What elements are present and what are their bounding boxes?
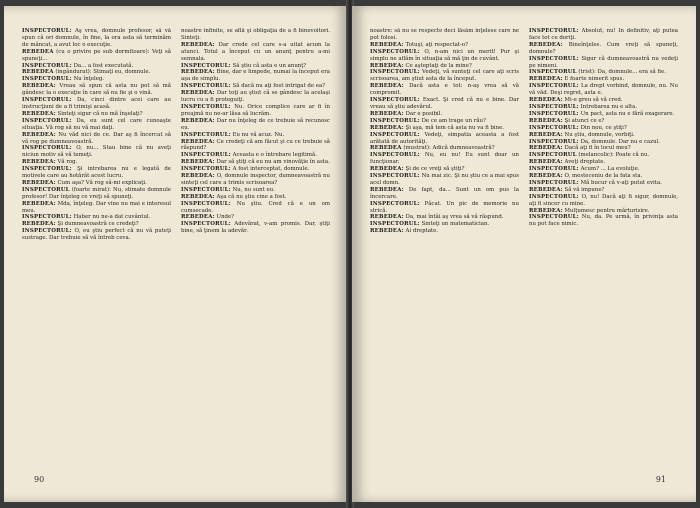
speaker-name: INSPECTORUL [529,69,577,76]
dialogue-line [22,49,171,63]
speaker-name: REBEDEA: [22,200,56,207]
dialogue-line [181,173,330,187]
left-page [4,6,348,502]
speaker-name: INSPECTORUL: [370,173,420,180]
dialogue-text: Unde? [216,214,235,221]
dialogue-text: Dar să ştiţi că eu nu am vinovăţie în asta. [216,159,330,166]
dialogue-line [370,201,519,215]
speaker-name: REBEDEA: [181,138,215,145]
dialogue-text: Dar e posibil. [405,110,443,117]
dialogue-line [181,90,330,104]
speaker-name: REBEDEA: [22,110,56,117]
dialogue-text: Aveţi dreptate. [564,159,606,166]
dialogue-text: Nu mai zic. Şi nu ştiu ce a mai spus acel domn. [370,173,519,186]
right-column-1 [370,28,519,462]
speaker-name: INSPECTORUL: [529,28,579,34]
dialogue-line [181,194,330,201]
speaker-name: INSPECTORUL: [529,110,579,117]
dialogue-text: Adevărat, v-am promis. Dar, ştiţi bine, să ţinem la adevăr. [181,221,330,235]
speaker-name: REBEDEA: [181,41,215,48]
speaker-name: INSPECTORUL: [529,83,579,90]
dialogue-text: Ai dreptate. [405,228,438,235]
dialogue-line [22,111,171,118]
speaker-name: INSPECTORUL: [529,124,579,131]
left-column-2 [181,28,330,462]
dialogue-text: Cum aşa? Vă rog să-mi explicaţi. [57,179,147,186]
dialogue-text: Nu, da. Pe urmă, în privinţa asta nu pot face nimic. [529,214,678,228]
dialogue-text: Bineînţeles. Cum vreţi să spuneţi, domnule? [529,41,678,55]
dialogue-text: Haber nu ne-a dat cuvântul. [73,214,151,221]
dialogue-text: Dacă asta e tot: n-aş vrea să vă compromit. [370,83,519,97]
dialogue-text: Da, eu sunt cel care cunoaşte situaţia. Vă rog să nu vă mai daţi. [22,117,171,131]
speaker-name: INSPECTORUL: [181,221,231,228]
dialogue-line [529,152,678,159]
dialogue-text: Nu, eu nu! Eu sunt doar un funcţionar. [370,152,519,166]
dialogue-line [22,201,171,215]
speaker-name: INSPECTORUL: [181,200,231,207]
dialogue-text: Mulţumesc pentru mărturisire. [564,207,650,214]
dialogue-text: (ingândurat): Stimaţi eu, domnule. [55,69,151,76]
dialogue-text: Şi dumneavoastră ce credeţi? [57,221,139,228]
speaker-name: INSPECTORUL: [181,152,231,159]
speaker-name: REBEDEA: [181,193,215,200]
speaker-name: INSPECTORUL: [529,138,579,145]
speaker-name: REBEDEA: [529,173,563,180]
dialogue-line [22,145,171,159]
dialogue-line [22,166,171,180]
speaker-name: INSPECTORUL: [22,76,72,83]
dialogue-line [529,187,678,194]
speaker-name: REBEDEA: [529,76,563,83]
dialogue-line [181,69,330,83]
speaker-name: REBEDEA: [181,173,215,180]
dialogue-line [529,83,678,97]
dialogue-line [529,56,678,70]
speaker-name: REBEDEA: [22,131,56,138]
dialogue-text: Nu înţeleg. [73,76,105,83]
dialogue-line [529,104,678,111]
dialogue-text: Mi-e greu să vă cred. [564,97,623,104]
dialogue-text: Ce credeţi că am făcut şi cu ce trebuie să răspund? [181,138,330,152]
speaker-name: REBEDEA: [370,83,404,90]
dialogue-text: (foarte mirat): Nu, stimate domnule profesor! Dar înţeleg ce vreţi să spuneţi. [22,186,171,200]
dialogue-text: noastre: să nu se respecte deci lăsăm inţelese care ne pot folosi. [370,28,519,41]
dialogue-line [370,228,519,235]
speaker-name: INSPECTORUL: [370,97,420,104]
dialogue-text: (trist): Da, domnule... era să fie. [578,69,666,76]
speaker-name: INSPECTORUL: [370,117,420,124]
dialogue-line [370,28,519,42]
dialogue-line [181,201,330,215]
dialogue-text: Vedeţi, vă sunteţi cel care aţi scris scrisoarea, am ştiut asta de la început. [370,69,519,83]
dialogue-line [370,166,519,173]
dialogue-line [181,166,330,173]
dialogue-text: Absolut, nu! În definitiv, aţi putea face tot ce doriţi. [529,28,678,41]
dialogue-text: Eu nu vă acuz. Nu. [232,131,285,138]
dialogue-line [22,28,171,49]
speaker-name: REBEDEA [22,69,54,76]
dialogue-text: Dar crede cel care s-a uitat acum la atunci. Totul a început cu un anunţ pentru a-mi semnala. [181,41,330,62]
dialogue-text: Nu, nu sunt eu. [232,186,275,193]
dialogue-text: Păcat. Un pic de memorie nu strică. [370,200,519,214]
dialogue-line [22,187,171,201]
speaker-name: REBEDEA: [529,159,563,166]
dialogue-text: Mda, înţeleg. Dar vine nu mai e interesul meu. [22,200,171,214]
speaker-name: INSPECTORUL: [22,28,72,34]
dialogue-line [529,76,678,83]
speaker-name: REBEDEA: [370,228,404,235]
dialogue-line [181,118,330,132]
left-column-1 [22,28,171,462]
speaker-name: REBEDEA: [529,207,563,214]
dialogue-text: Şi de ce vreţi să ştiţi? [405,166,465,173]
speaker-name: REBEDEA: [181,90,215,97]
speaker-name: REBEDEA: [22,179,56,186]
dialogue-text: De ce am trage un rău? [421,117,486,124]
speaker-name: REBEDEA [370,145,402,152]
dialogue-line [22,132,171,146]
speaker-name: INSPECTORUL: [181,166,231,173]
dialogue-text: Nu ştiu, domnule, vorbiţi. [564,131,635,138]
dialogue-text: Şi intrebarea nu e legată de motivele care au hotărât acest lucru. [22,166,171,180]
speaker-name: INSPECTORUL: [181,83,231,90]
dialogue-text: Totuşi, aţi respectat-o? [405,41,469,48]
speaker-name: REBEDEA: [529,145,563,152]
speaker-name: REBEDEA: [22,221,56,228]
right-page [352,6,696,502]
dialogue-text: Acum? ... La evoluţie. [580,166,640,173]
speaker-name: REBEDEA: [370,124,404,131]
dialogue-line [181,159,330,166]
dialogue-text: Aceasta e o întrebare legitimă. [232,152,317,159]
dialogue-line [181,104,330,118]
speaker-name: REBEDEA: [22,83,56,90]
dialogue-line [181,187,330,194]
dialogue-text: Vedeţi, simpatia aceasta a fost arătată de autorităţi. [370,131,519,145]
dialogue-line [181,42,330,63]
speaker-name: INSPECTORUL [22,186,70,193]
dialogue-line [529,159,678,166]
dialogue-text: O, domnule inspector, dumneavoastră nu sinteţi cel care a trimis scrisoarea? [181,173,330,186]
dialogue-line [370,173,519,187]
speaker-name: INSPECTORUL: [181,62,231,69]
dialogue-text: Dar nu înţeleg de ce trebuie să recunosc eu. [181,117,330,131]
right-column-2 [529,28,678,462]
dialogue-line [181,132,330,139]
dialogue-line [370,221,519,228]
dialogue-line [181,221,330,235]
dialogue-line [370,125,519,132]
speaker-name: REBEDEA: [181,159,215,166]
dialogue-text: De fapt, da... Sunt un om pus la încercare. [370,186,519,200]
dialogue-text: Vă rog. [57,159,78,166]
dialogue-line [370,69,519,83]
dialogue-line [529,97,678,104]
dialogue-line [370,118,519,125]
speaker-name: INSPECTORUL: [529,179,579,186]
speaker-name: REBEDEA: [529,186,563,193]
speaker-name: INSPECTORUL: [529,193,579,200]
dialogue-text: Dacă aţi fi în locul meu? [564,145,631,152]
dialogue-line [529,194,678,208]
speaker-name: REBEDEA: [370,110,404,117]
dialogue-line [529,69,678,76]
dialogue-line [529,28,678,42]
dialogue-text: Exact. Şi cred că nu e bine. Dar vreau să ştiu adevărul. [370,97,519,110]
speaker-name: INSPECTORUL: [181,131,231,138]
page-number-right: 91 [655,475,666,484]
dialogue-line [529,132,678,139]
dialogue-text: Dar toţi au ştiut că se gândesc la acelaşi lucru cu a fi proteguiţi. [181,90,330,104]
speaker-name: INSPECTORUL: [22,97,72,104]
dialogue-text: Nu ştiu. Cred că e un om cumsecade. [181,200,330,214]
dialogue-line [22,228,171,242]
dialogue-text: Un pact, asta nu e fără exagerare. [580,110,675,117]
dialogue-text: noastre infinite, se află şi obligaţia de a fi binevoitori. Sinteţi. [181,28,330,41]
dialogue-line [370,214,519,221]
dialogue-line [22,83,171,97]
speaker-name: REBEDEA: [529,97,563,104]
speaker-name: INSPECTORUL: [22,228,72,235]
speaker-name: INSPECTORUL: [529,166,579,173]
speaker-name: INSPECTORUL [529,152,577,159]
speaker-name: REBEDEA: [181,214,215,221]
speaker-name: INSPECTORUL: [529,214,579,221]
dialogue-text: (cu o privire pe sub dormitoare): Veţi să spuneţi... [22,48,171,62]
dialogue-line [22,180,171,187]
dialogue-line [370,111,519,118]
dialogue-text: O, nu... Stau bine că nu aveţi niciun motiv să vă temeţi. [22,145,171,159]
dialogue-text: Da... a fost executată. [73,62,134,69]
dialogue-line [181,28,330,42]
dialogue-text: Şi aşa, mă tem că asta nu va fi bine. [405,124,505,131]
dialogue-line [529,173,678,180]
dialogue-text: Vreau să spun că asta nu pot să mă gândesc la o execuţie în care să nu fie şi o vină. [22,83,171,97]
speaker-name: REBEDEA: [370,166,404,173]
dialogue-text: O, n-am nici un merit! Pur şi simplu ne aflăm în situaţia să mă ţin de cuvânt. [370,48,519,62]
dialogue-line [529,42,678,56]
dialogue-text: E foarte nimerit spus. [564,76,625,83]
dialogue-text: Da, domnule. Dar nu e cazul. [580,138,661,145]
dialogue-text: (melancolic): Poate că nu. [578,152,650,159]
speaker-name: INSPECTORUL: [370,69,420,76]
dialogue-text: Sinteţi un matematician. [421,221,490,228]
dialogue-line [370,152,519,166]
dialogue-line [370,97,519,111]
dialogue-line [529,166,678,173]
speaker-name: REBEDEA: [370,41,404,48]
speaker-name: REBEDEA: [370,62,404,69]
speaker-name: INSPECTORUL: [22,145,72,152]
speaker-name: REBEDEA: [529,117,563,124]
dialogue-line [370,42,519,49]
dialogue-line [22,97,171,111]
dialogue-line [22,118,171,132]
dialogue-text: O, mesteceniu de la fata sta. [564,173,643,180]
speaker-name: REBEDEA: [181,69,215,76]
dialogue-line [370,187,519,201]
dialogue-line [529,214,678,228]
dialogue-text: Da, cinci dintre acei care au instrucţiuni de a fi trimişi acasă. [22,97,171,110]
dialogue-text: Bine, dar e limpede, numai la început era aşa de simplu. [181,69,330,83]
dialogue-text: Nu. Orice complice care ar fi în preajmă nu ne-ar lăsa să lucrăm. [181,103,330,117]
dialogue-text: La drept vorbind, domnule, nu. Nu vă văd. Deşi regret, asta e. [529,83,678,97]
dialogue-text: Intrebarea nu e alta. [580,103,638,110]
dialogue-text: O, nu! Dacă aţi fi sigur, domnule, aţi fi sincer cu mine. [529,193,678,207]
speaker-name: REBEDEA: [22,159,56,166]
right-page-columns [370,28,678,462]
dialogue-text: Da, mai întâi aş vrea să vă răspund. [405,214,504,221]
dialogue-text: Ce aşteptaţi de la mine? [405,62,472,69]
dialogue-line [370,83,519,97]
dialogue-line [529,118,678,125]
dialogue-text: Să ştiu că asta e un anunţ? [232,62,307,69]
dialogue-text: Aş vrea, domnule profesor, să vă spun că ori domnule, în fine, la ora asta să terminăm de mâncat, a avut loc o execuţie. [22,28,171,48]
speaker-name: REBEDEA [22,48,54,55]
dialogue-line [370,132,519,146]
dialogue-text: Nu văd nici de ce. Dar aş fi încercat să vă rog pe dumneavoastră. [22,131,171,145]
page-number-left: 90 [34,475,45,484]
speaker-name: INSPECTORUL: [22,62,72,69]
speaker-name: REBEDEA: [529,41,563,48]
speaker-name: INSPECTORUL: [22,166,72,173]
dialogue-text: Din nou, ce ştiţi? [580,124,627,131]
dialogue-text: Să dacă nu aţi fost intrigat de ea? [232,83,326,90]
speaker-name: REBEDEA: [529,131,563,138]
speaker-name: REBEDEA: [370,186,404,193]
dialogue-text: Sigur că dumneavoastră nu vedeţi pe nimeni. [529,55,678,69]
speaker-name: INSPECTORUL: [22,214,72,221]
speaker-name: INSPECTORUL: [370,152,420,159]
dialogue-text: A fost interceptat, domnule. [232,166,310,173]
speaker-name: REBEDEA: [370,214,404,221]
dialogue-text: (mustrat): Adică dumneavoastră? [403,145,495,152]
left-page-columns [22,28,330,462]
dialogue-text: Mă bucur că v-aţi putut evita. [580,179,662,186]
dialogue-text: O, eu ştiu perfect că nu vă puteţi sustrage. Dar trebuie să vă întreb ceva. [22,228,171,242]
dialogue-line [181,139,330,153]
speaker-name: INSPECTORUL: [370,200,420,207]
dialogue-line [529,125,678,132]
dialogue-text: Şi atunci ce e? [564,117,605,124]
dialogue-line [529,180,678,187]
dialogue-text: Sinteţi sigur că nu mă înşelaţi? [57,110,143,117]
dialogue-line [529,111,678,118]
speaker-name: INSPECTORUL: [370,131,420,138]
speaker-name: REBEDEA: [181,117,215,124]
speaker-name: INSPECTORUL: [529,55,579,62]
dialogue-line [370,145,519,152]
speaker-name: INSPECTORUL: [181,103,231,110]
speaker-name: INSPECTORUL: [22,117,72,124]
speaker-name: INSPECTORUL: [370,48,420,55]
speaker-name: INSPECTORUL: [370,221,420,228]
speaker-name: INSPECTORUL: [181,186,231,193]
dialogue-line [370,49,519,63]
speaker-name: INSPECTORUL: [529,103,579,110]
dialogue-text: Aşa că nu ştiu cine a fost. [216,193,287,200]
dialogue-text: Să vă impune? [564,186,605,193]
